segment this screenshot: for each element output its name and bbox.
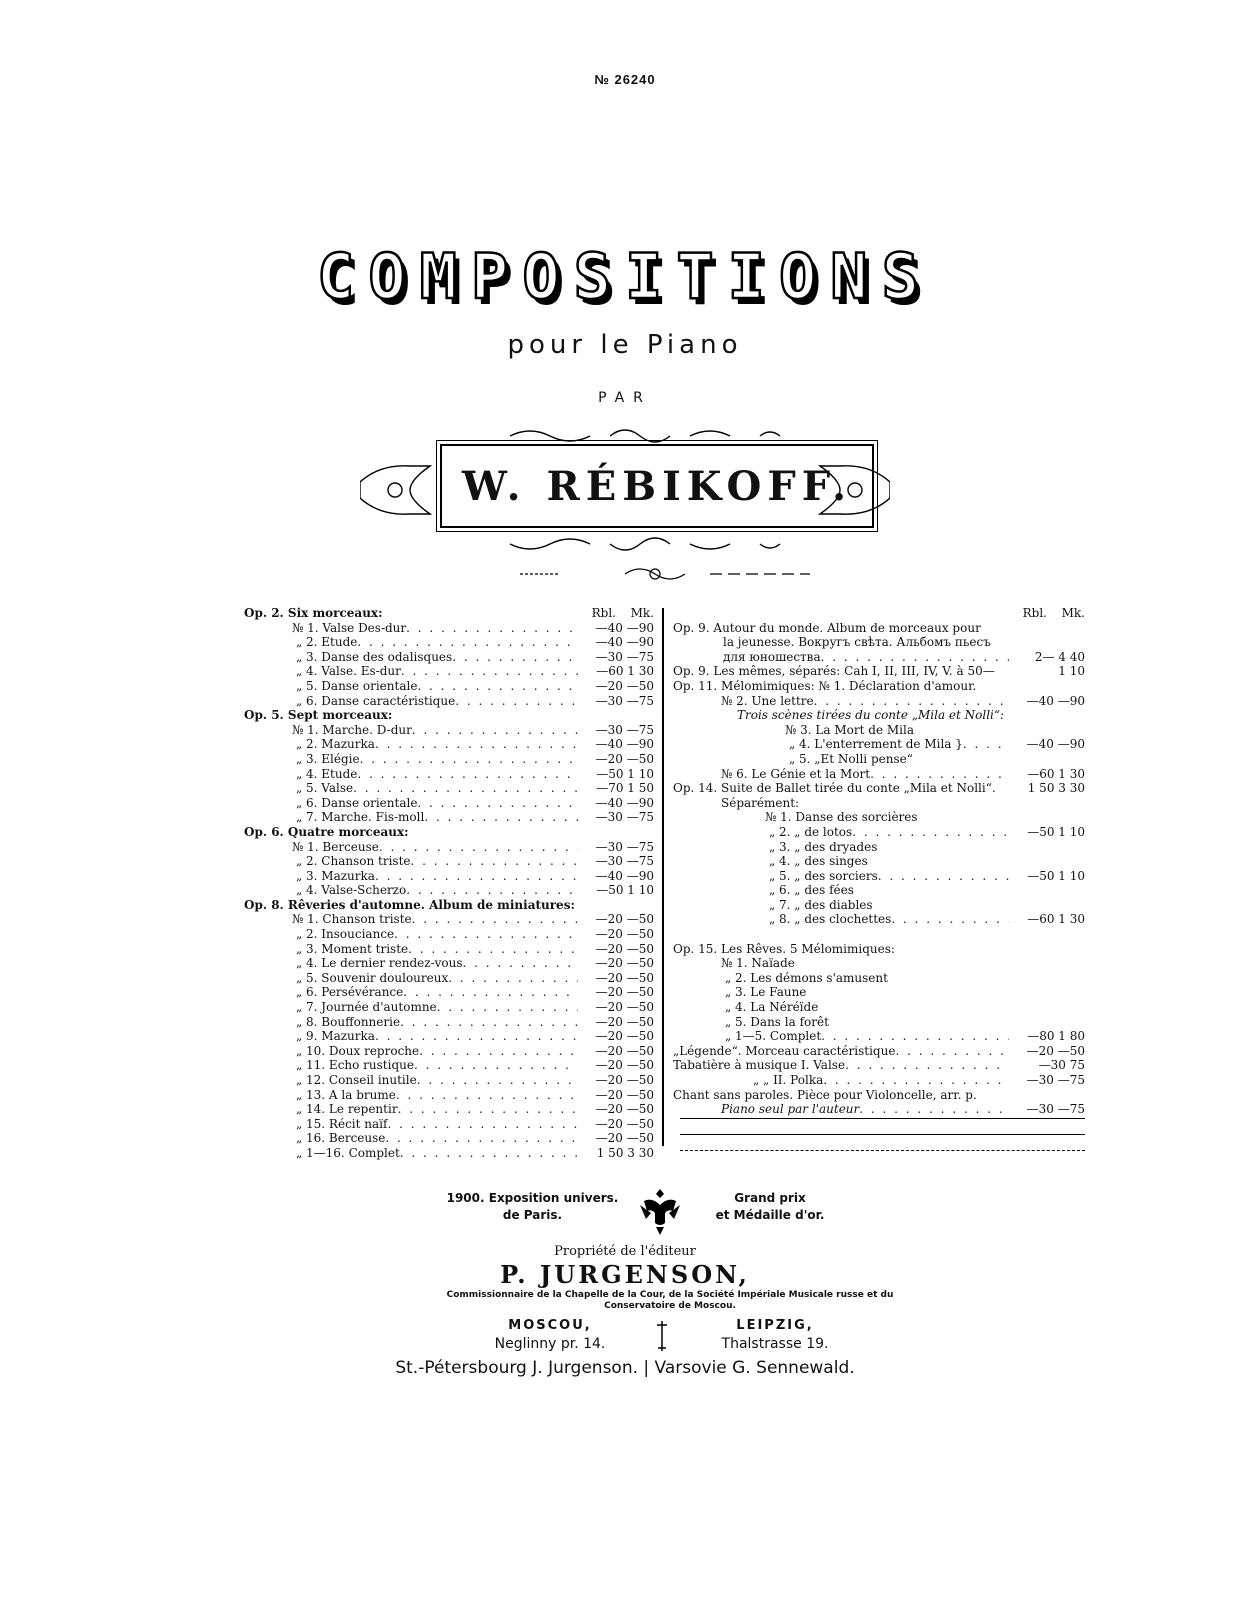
- left-item-row: [244, 767, 654, 782]
- commission-text: Commissionnaire de la Chapelle de la Cour, de la Société Impériale Musicale russe et du Conservatoire de Moscou.: [446, 1290, 894, 1311]
- moscou-address: Neglinny pr. 14.: [494, 1336, 606, 1352]
- right-item-row: [673, 927, 1085, 942]
- left-item-title: „ 5. Souvenir douloureux: [296, 970, 449, 985]
- left-item-price: —20 —50: [595, 956, 654, 971]
- right-item-row: [673, 840, 1085, 855]
- left-item-row: [244, 810, 654, 825]
- right-item-title: Op. 11. Mélomimiques: № 1. Déclaration d'amour.: [673, 678, 977, 693]
- left-item-price: —50 1 10: [596, 766, 654, 781]
- left-item-row: [244, 840, 654, 855]
- blank-line: [680, 1118, 1085, 1119]
- left-item-title: „ 10. Doux reproche: [296, 1043, 420, 1058]
- dot-leader: [375, 1029, 578, 1044]
- left-item-row: [244, 1000, 654, 1015]
- right-item-row: [673, 679, 1085, 694]
- right-item-price: 1 10: [1058, 664, 1085, 679]
- right-item-row: [673, 869, 1085, 884]
- dot-leader: [895, 1044, 1009, 1059]
- left-item-title: „ 7. Marche. Fis-moll: [296, 810, 425, 825]
- left-item-row: [244, 1044, 654, 1059]
- left-item-price: —20 —50: [595, 1102, 654, 1117]
- dot-leader: [375, 869, 578, 884]
- left-item-price: —70 1 50: [596, 781, 654, 796]
- right-item-price: —20 —50: [1026, 1043, 1085, 1058]
- right-item-row: [673, 1015, 1085, 1030]
- left-item-row: [244, 825, 654, 840]
- left-item-row: [244, 912, 654, 927]
- right-item-price: —40 —90: [1026, 693, 1085, 708]
- left-item-row: [244, 1131, 654, 1146]
- left-item-title: Op. 8. Rêveries d'automne. Album de miniatures:: [244, 897, 575, 912]
- left-item-title: „ 5. Valse: [296, 781, 354, 796]
- dot-leader: [412, 723, 578, 738]
- right-item-title: „ 3. „ des dryades: [769, 839, 878, 854]
- right-item-title: Chant sans paroles. Pièce pour Violoncelle, arr. p.: [673, 1087, 977, 1102]
- right-item-title: „ 8. „ des clochettes: [769, 912, 892, 927]
- left-item-price: —20 —50: [595, 1131, 654, 1146]
- grand-prix-line-2: et Médaille d'or.: [715, 1208, 825, 1222]
- left-item-title: „ 4. Le dernier rendez-vous: [296, 956, 463, 971]
- left-item-title: Op. 5. Sept morceaux:: [244, 708, 393, 723]
- dot-leader: [870, 767, 1009, 782]
- left-item-price: —30 —75: [595, 693, 654, 708]
- column-rule: [662, 608, 664, 1146]
- left-item-row: [244, 694, 654, 709]
- rbl-header-right: Rbl.: [1022, 606, 1047, 620]
- right-item-price: —50 1 10: [1027, 868, 1085, 883]
- left-item-price: —20 —50: [595, 1073, 654, 1087]
- dot-leader: [357, 635, 578, 650]
- dot-leader: [452, 650, 578, 665]
- right-item-title: Op. 9. Les mêmes, séparés: Cah I, II, III, IV, V. à 50—: [673, 664, 995, 679]
- right-item-price: —80 1 80: [1027, 1029, 1085, 1044]
- right-item-row: [673, 708, 1085, 723]
- left-item-title: „ 2. Insouciance: [296, 927, 395, 942]
- left-item-price: —50 1 10: [596, 883, 654, 898]
- left-item-price: —20 —50: [595, 941, 654, 956]
- right-item-title: „Légende“. Morceau caractéristique: [673, 1043, 896, 1058]
- dot-leader: [417, 1073, 578, 1088]
- left-item-title: „ 6. Danse caractéristique: [296, 693, 456, 708]
- left-item-price: —30 —75: [595, 810, 654, 825]
- left-item-title: „ 3. Mazurka: [296, 868, 375, 883]
- dot-leader: [406, 883, 578, 898]
- dot-leader: [412, 912, 578, 927]
- right-item-row: [673, 752, 1085, 767]
- left-item-title: „ 6. Persévérance: [296, 985, 404, 1000]
- left-item-price: —40 —90: [595, 737, 654, 752]
- par-label: PAR: [598, 390, 652, 406]
- right-item-row: [673, 942, 1085, 957]
- dot-leader: [360, 752, 578, 767]
- dot-leader: [448, 971, 578, 986]
- right-item-row: [673, 1000, 1085, 1015]
- dot-leader: [823, 1073, 1009, 1088]
- dot-leader: [963, 737, 1009, 752]
- right-item-title: „ 3. Le Faune: [725, 985, 807, 1000]
- left-item-title: № 1. Valse Des-dur: [292, 620, 407, 635]
- left-item-price: —30 —75: [595, 854, 654, 869]
- right-item-row: [673, 971, 1085, 986]
- dot-leader: [852, 825, 1009, 840]
- right-item-title: la jeunesse. Вокругъ свѣта. Альбомъ пьесъ: [723, 635, 991, 650]
- blank-line: [680, 1150, 1085, 1151]
- left-item-price: —20 —50: [595, 751, 654, 766]
- left-item-price: —20 —50: [595, 678, 654, 693]
- left-item-title: „ 4. Valse. Es-dur: [296, 664, 401, 679]
- right-item-price: —50 1 10: [1027, 824, 1085, 839]
- right-item-title: „ 5. Dans la forêt: [725, 1014, 829, 1029]
- left-item-price: —20 —50: [595, 985, 654, 1000]
- right-item-price: —30 —75: [1026, 1102, 1085, 1117]
- left-item-title: „ 5. Danse orientale: [296, 678, 418, 693]
- exposition-line-1: 1900. Exposition univers.: [446, 1191, 619, 1205]
- city-separator-icon: [655, 1318, 669, 1354]
- left-item-price: —30 —75: [595, 722, 654, 737]
- left-item-title: „ 14. Le repentir: [296, 1102, 398, 1117]
- right-item-row: [673, 635, 1085, 650]
- left-item-row: [244, 854, 654, 869]
- right-item-title: „ „ II. Polka: [753, 1073, 824, 1087]
- dot-leader: [411, 854, 579, 869]
- right-item-row: [673, 1044, 1085, 1059]
- right-item-title: для юношества: [723, 649, 821, 664]
- left-item-price: —40 —90: [595, 795, 654, 810]
- left-item-price: —20 —50: [595, 927, 654, 942]
- left-item-title: „ 1—16. Complet: [296, 1145, 400, 1160]
- left-item-row: [244, 1117, 654, 1132]
- left-item-price: —20 —50: [595, 1087, 654, 1102]
- left-item-title: „ 3. Danse des odalisques: [296, 649, 453, 664]
- right-item-title: Tabatière à musique I. Valse: [673, 1058, 846, 1073]
- grand-prix-label: [695, 1190, 845, 1224]
- left-item-title: „ 4. Valse-Scherzo: [296, 883, 407, 898]
- dot-leader: [400, 1015, 578, 1030]
- right-item-title: „ 6. „ des fées: [769, 883, 854, 898]
- left-item-title: № 1. Berceuse: [292, 839, 379, 854]
- dot-leader: [845, 1058, 1009, 1073]
- right-item-price: 2— 4 40: [1034, 649, 1085, 664]
- right-item-title: № 6. Le Génie et la Mort: [721, 766, 871, 781]
- left-item-row: [244, 1073, 654, 1088]
- imperial-eagle-icon: [636, 1183, 684, 1239]
- left-item-price: —40 —90: [595, 868, 654, 883]
- dot-leader: [414, 1058, 578, 1073]
- right-item-row: [673, 810, 1085, 825]
- rbl-header: Rbl.: [591, 606, 616, 620]
- dot-leader: [396, 1088, 578, 1103]
- left-item-row: [244, 781, 654, 796]
- dot-leader: [878, 869, 1009, 884]
- mk-header: Mk.: [630, 606, 654, 620]
- left-item-row: [244, 708, 654, 723]
- dot-leader: [398, 1102, 578, 1117]
- right-item-title: „ 2. Les démons s'amusent: [725, 970, 888, 985]
- left-item-price: —30 —75: [595, 839, 654, 854]
- propriete: Propriété de l'éditeur: [554, 1244, 696, 1259]
- right-item-title: „ 7. „ des diables: [769, 897, 873, 912]
- blank-line: [680, 1134, 1085, 1135]
- left-item-row: [244, 883, 654, 898]
- publisher-name: P. JURGENSON,: [500, 1260, 750, 1289]
- dot-leader: [400, 1146, 578, 1161]
- left-item-title: „ 13. A la brume: [296, 1087, 396, 1102]
- left-item-row: [244, 1102, 654, 1117]
- dot-leader: [821, 650, 1009, 665]
- left-item-row: [244, 869, 654, 884]
- right-item-title: № 2. Une lettre: [721, 693, 814, 708]
- leipzig-address: Thalstrasse 19.: [721, 1336, 829, 1352]
- right-item-row: [673, 737, 1085, 752]
- catalogue-left: [244, 606, 654, 1161]
- dot-leader: [375, 737, 578, 752]
- dot-leader: [424, 810, 578, 825]
- left-item-price: —40 —90: [595, 620, 654, 635]
- right-item-title: „ 5. „Et Nolli pense“: [789, 751, 913, 766]
- exposition-label: [440, 1190, 625, 1224]
- left-item-title: Op. 2. Six morceaux:: [244, 606, 383, 620]
- right-item-row: [673, 664, 1085, 679]
- branches: St.-Pétersbourg J. Jurgenson. | Varsovie G. Sennewald.: [395, 1358, 855, 1378]
- left-item-row: [244, 942, 654, 957]
- right-item-price: —40 —90: [1026, 737, 1085, 752]
- left-item-price: —20 —50: [595, 1014, 654, 1029]
- composer-name: W. RÉBIKOFF.: [440, 444, 874, 528]
- left-item-row: [244, 635, 654, 650]
- right-item-price: —30 —75: [1026, 1073, 1085, 1087]
- dot-leader: [387, 1117, 578, 1132]
- left-item-price: —40 —90: [595, 635, 654, 650]
- left-item-price: —30 —75: [595, 649, 654, 664]
- left-item-title: „ 11. Echo rustique: [296, 1058, 414, 1073]
- right-item-price: —30 75: [1038, 1058, 1085, 1073]
- left-item-row: [244, 927, 654, 942]
- grand-prix-line-1: Grand prix: [734, 1191, 806, 1205]
- right-item-row: [673, 1029, 1085, 1044]
- mk-header-right: Mk.: [1061, 606, 1085, 620]
- right-item-row: [673, 956, 1085, 971]
- right-item-title: № 1. Danse des sorcières: [765, 810, 918, 825]
- dot-leader: [417, 679, 578, 694]
- left-item-price: —20 —50: [595, 912, 654, 927]
- left-item-title: „ 6. Danse orientale: [296, 795, 418, 810]
- dot-leader: [385, 1131, 578, 1146]
- subtitle: pour le Piano: [507, 330, 743, 360]
- right-item-title: „ 1—5. Complet: [725, 1029, 822, 1044]
- right-item-title: Séparément:: [721, 795, 800, 810]
- right-item-row: [673, 723, 1085, 738]
- dot-leader: [814, 694, 1009, 709]
- right-item-title: № 1. Naïade: [721, 956, 795, 971]
- right-item-price: 1 50 3 30: [1027, 781, 1085, 796]
- dot-leader: [417, 796, 578, 811]
- dot-leader: [357, 767, 578, 782]
- left-item-price: —20 —50: [595, 1029, 654, 1044]
- left-item-title: „ 2. Etude: [296, 635, 358, 650]
- left-item-row: [244, 621, 654, 636]
- right-item-title: „ 4. L'enterrement de Mila }: [789, 737, 963, 752]
- left-item-row: [244, 898, 654, 913]
- dot-leader: [419, 1044, 578, 1059]
- left-item-title: „ 12. Conseil inutile: [296, 1073, 417, 1087]
- left-item-title: „ 9. Mazurka: [296, 1029, 375, 1044]
- moscou-city: MOSCOU,: [508, 1318, 592, 1333]
- left-item-row: [244, 1015, 654, 1030]
- right-item-price: —60 1 30: [1027, 912, 1085, 927]
- left-item-row: [244, 650, 654, 665]
- right-item-title: Op. 15. Les Rêves. 5 Mélomimiques:: [673, 941, 895, 956]
- dot-leader: [463, 956, 578, 971]
- dot-leader: [401, 664, 578, 679]
- left-item-title: „ 4. Etude: [296, 766, 358, 781]
- left-item-title: № 1. Chanson triste: [292, 912, 412, 927]
- right-item-row: [673, 796, 1085, 811]
- left-item-title: „ 7. Journée d'automne: [296, 1000, 437, 1015]
- right-item-row: [673, 883, 1085, 898]
- divider-ornament: [520, 562, 810, 584]
- left-item-row: [244, 679, 654, 694]
- right-item-title: „ 4. „ des singes: [769, 854, 868, 869]
- dot-leader: [821, 1029, 1009, 1044]
- right-item-row: [673, 767, 1085, 782]
- page-title: COMPOSITIONS: [317, 240, 933, 313]
- left-item-row: [244, 1088, 654, 1103]
- right-item-title: „ 4. La Néréïde: [725, 1000, 819, 1015]
- left-item-price: —60 1 30: [596, 664, 654, 679]
- right-item-title: № 3. La Mort de Mila: [785, 722, 914, 737]
- right-item-title: „ 2. „ de lotos: [769, 824, 853, 839]
- dot-leader: [891, 912, 1009, 927]
- right-item-row: [673, 985, 1085, 1000]
- right-item-row: [673, 1058, 1085, 1073]
- left-item-row: [244, 971, 654, 986]
- right-item-title: Piano seul par l'auteur: [721, 1102, 860, 1117]
- left-item-title: „ 8. Bouffonnerie: [296, 1014, 401, 1029]
- left-item-row: [244, 1146, 654, 1161]
- right-item-row: [673, 912, 1085, 927]
- dot-leader: [859, 1102, 1009, 1117]
- dot-leader: [437, 1000, 578, 1015]
- right-item-title: Op. 9. Autour du monde. Album de morceaux pour: [673, 620, 981, 635]
- left-item-title: „ 2. Chanson triste: [296, 854, 411, 869]
- right-item-row: [673, 898, 1085, 913]
- dot-leader: [406, 621, 578, 636]
- left-item-title: „ 3. Elégie: [296, 751, 360, 766]
- left-item-price: —20 —50: [595, 1043, 654, 1058]
- dot-leader: [379, 840, 578, 855]
- right-item-title: „ 5. „ des sorciers: [769, 868, 878, 883]
- right-item-row: [673, 781, 1085, 796]
- left-item-row: [244, 985, 654, 1000]
- dot-leader: [394, 927, 578, 942]
- right-item-row: [673, 650, 1085, 665]
- left-item-row: [244, 723, 654, 738]
- plate-number: № 26240: [594, 72, 656, 87]
- dot-leader: [353, 781, 578, 796]
- left-item-title: № 1. Marche. D-dur: [292, 722, 412, 737]
- left-item-price: 1 50 3 30: [596, 1145, 654, 1160]
- left-item-row: [244, 796, 654, 811]
- left-item-title: „ 3. Moment triste: [296, 941, 409, 956]
- right-item-row: [673, 1102, 1085, 1117]
- left-item-title: Op. 6. Quatre morceaux:: [244, 824, 409, 839]
- right-item-row: [673, 694, 1085, 709]
- right-item-title: Trois scènes tirées du conte „Mila et Nolli“:: [737, 708, 1005, 723]
- dot-leader: [455, 694, 578, 709]
- right-item-title: Op. 14. Suite de Ballet tirée du conte „Mila et Nolli“.: [673, 781, 996, 796]
- left-item-row: [244, 752, 654, 767]
- dot-leader: [403, 985, 578, 1000]
- left-item-row: [244, 664, 654, 679]
- left-item-title: „ 2. Mazurka: [296, 737, 375, 752]
- right-item-row: [673, 825, 1085, 840]
- exposition-line-2: de Paris.: [502, 1208, 563, 1222]
- right-item-row: [673, 1088, 1085, 1103]
- right-item-price: —60 1 30: [1027, 766, 1085, 781]
- left-item-price: —20 —50: [595, 1058, 654, 1073]
- left-item-row: [244, 956, 654, 971]
- right-item-row: [673, 621, 1085, 636]
- left-item-price: —20 —50: [595, 1000, 654, 1015]
- right-item-row: [673, 854, 1085, 869]
- left-item-row: [244, 1029, 654, 1044]
- leipzig-city: LEIPZIG,: [736, 1318, 814, 1333]
- left-item-price: —20 —50: [595, 970, 654, 985]
- left-item-price: —20 —50: [595, 1116, 654, 1131]
- left-item-row: [244, 737, 654, 752]
- right-item-row: [673, 1073, 1085, 1088]
- catalogue-right: [673, 606, 1085, 1117]
- left-item-title: „ 16. Berceuse: [296, 1131, 386, 1146]
- left-item-row: [244, 1058, 654, 1073]
- left-item-title: „ 15. Récit naïf: [296, 1116, 388, 1131]
- dot-leader: [408, 942, 578, 957]
